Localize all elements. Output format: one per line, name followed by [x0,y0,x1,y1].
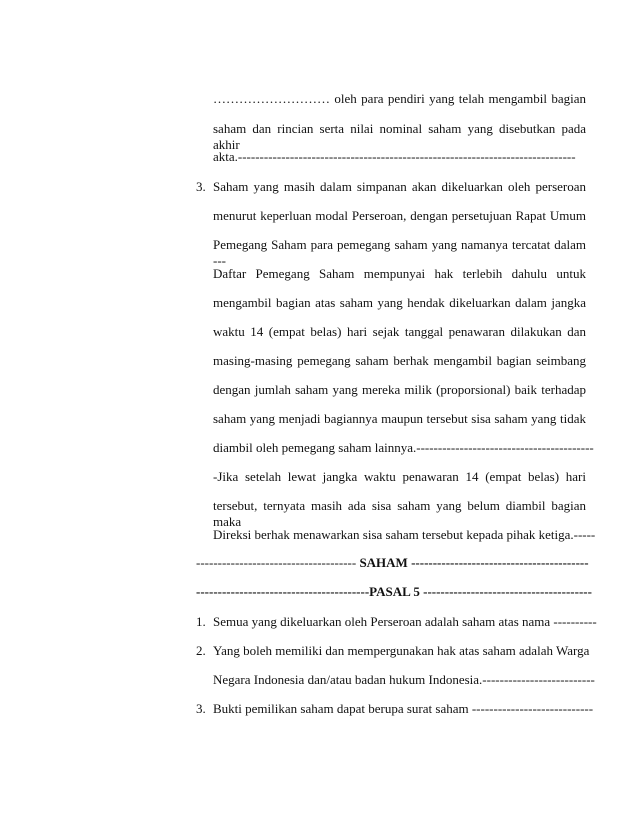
heading-dashes: ----------------------------------------- [411,555,589,570]
heading-dashes: --------------------------------------- [423,584,592,599]
paragraph-line: dengan jumlah saham yang mereka milik (proporsional) baik terhadap [213,382,586,397]
paragraph-line: Negara Indonesia dan/atau badan hukum Indonesia.-------------------------- [213,672,595,687]
list-item-number: 3. [196,701,206,716]
paragraph-line: Bukti pemilikan saham dapat berupa surat saham ---------------------------- [213,701,594,716]
section-heading-pasal-5 [196,584,592,600]
list-item-number: 3. [196,179,206,194]
paragraph-line: Pemegang Saham para pemegang saham yang namanya tercatat dalam --- [213,237,586,268]
paragraph-line: ……………………… oleh para pendiri yang telah mengambil bagian [213,91,586,106]
paragraph-line: diambil oleh pemegang saham lainnya.----------------------------------------- [213,440,594,455]
paragraph-line: Direksi berhak menawarkan sisa saham tersebut kepada pihak ketiga.----- [213,527,596,542]
list-item-number: 2. [196,643,206,658]
paragraph-line: mengambil bagian atas saham yang hendak dikeluarkan dalam jangka [213,295,586,310]
paragraph-line: Daftar Pemegang Saham mempunyai hak terlebih dahulu untuk [213,266,586,281]
paragraph-line: menurut keperluan modal Perseroan, dengan persetujuan Rapat Umum [213,208,586,223]
paragraph-line: -Jika setelah lewat jangka waktu penawaran 14 (empat belas) hari [213,469,586,484]
list-item-number: 1. [196,614,206,629]
paragraph-line: saham dan rincian serta nilai nominal saham yang disebutkan pada akhir [213,121,586,152]
paragraph-line: waktu 14 (empat belas) hari sejak tanggal penawaran dilakukan dan [213,324,586,339]
heading-dashes: ------------------------------------- [196,555,357,570]
paragraph-line: tersebut, ternyata masih ada sisa saham yang belum diambil bagian maka [213,498,586,529]
section-heading-saham [196,555,589,571]
paragraph-line: masing-masing pemegang saham berhak mengambil bagian seimbang [213,353,586,368]
paragraph-line: akta.------------------------------------------------------------------------------ [213,149,576,164]
heading-title: SAHAM [359,555,408,570]
paragraph-line: Semua yang dikeluarkan oleh Perseroan adalah saham atas nama ---------- [213,614,597,629]
paragraph-line: saham yang menjadi bagiannya maupun tersebut sisa saham yang tidak [213,411,586,426]
paragraph-line: Yang boleh memiliki dan mempergunakan hak atas saham adalah Warga [213,643,590,658]
heading-title: -PASAL 5 [364,584,420,599]
paragraph-line: Saham yang masih dalam simpanan akan dikeluarkan oleh perseroan [213,179,586,194]
heading-dashes: --------------------------------------- [196,584,365,599]
